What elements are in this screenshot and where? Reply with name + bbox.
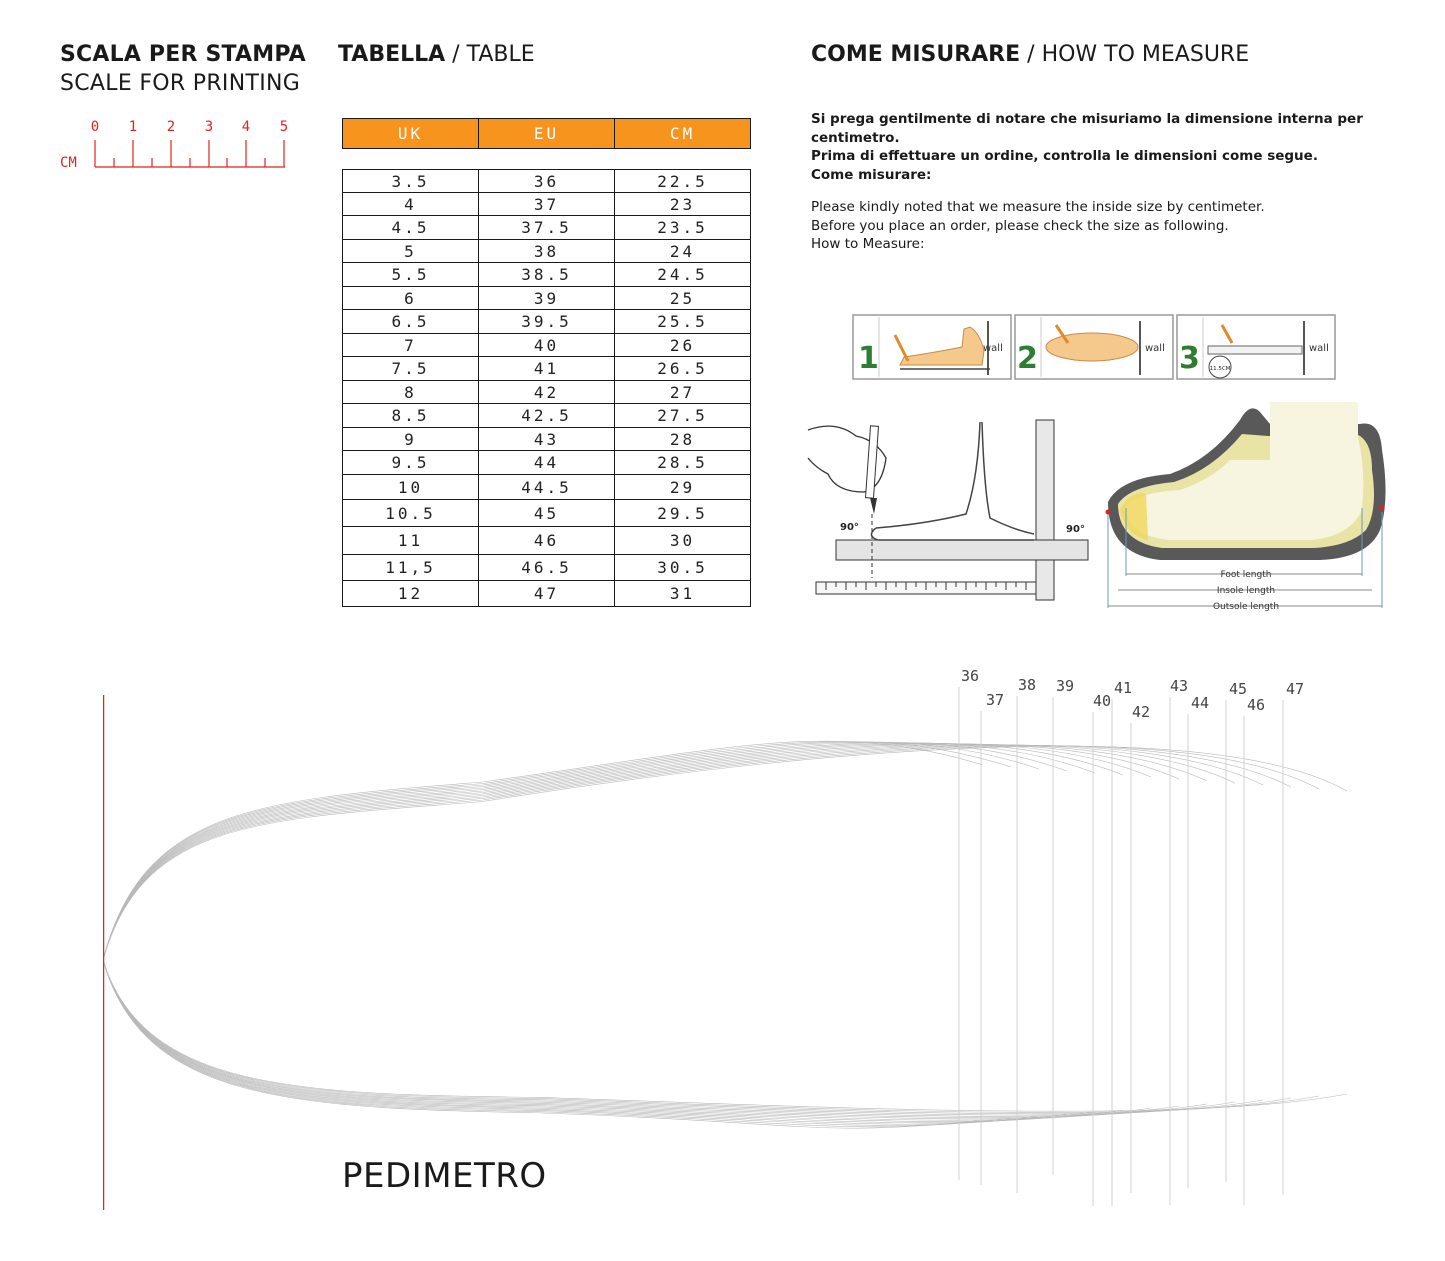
cell-cm: 29 [615, 475, 751, 500]
cell-eu: 38 [479, 240, 615, 263]
table-row [343, 555, 751, 581]
size-label-41: 41 [1113, 679, 1133, 697]
cell-uk: 6 [343, 287, 479, 310]
cell-uk: 5 [343, 240, 479, 263]
table-row [343, 287, 751, 310]
cell-uk: 4 [343, 193, 479, 216]
italian-instructions [811, 110, 1445, 184]
english-instructions [811, 198, 1265, 254]
measure-title: COME MISURARE / HOW TO MEASURE [811, 42, 1250, 67]
cell-eu: 39.5 [479, 310, 615, 334]
cell-eu: 37.5 [479, 216, 615, 240]
cell-uk: 3.5 [343, 170, 479, 193]
size-label-43: 43 [1169, 677, 1189, 695]
foot-outline-curve [103, 744, 1207, 1117]
cell-uk: 11 [343, 527, 479, 555]
size-table-header [342, 118, 751, 149]
size-label-44: 44 [1190, 694, 1210, 712]
instruction-line: Come misurare: [811, 166, 932, 183]
foot-outline-curve [103, 741, 983, 1128]
table-row [343, 475, 751, 500]
cell-uk: 9.5 [343, 451, 479, 475]
table-row [343, 451, 751, 475]
cell-uk: 5.5 [343, 263, 479, 287]
column-header-uk: UK [343, 119, 479, 149]
cell-uk: 6.5 [343, 310, 479, 334]
foot-outline-curve [103, 746, 1347, 1111]
ruler-tick-label: 1 [128, 119, 138, 135]
table-row [343, 216, 751, 240]
table-row [343, 170, 751, 193]
cell-eu: 37 [479, 193, 615, 216]
instruction-line: Before you place an order, please check the size as following. [811, 217, 1229, 234]
cell-cm: 27 [615, 381, 751, 404]
shoe-length-diagram [1100, 390, 1390, 612]
wall-label: wall [983, 343, 1003, 354]
cell-uk: 4.5 [343, 216, 479, 240]
cell-uk: 8.5 [343, 404, 479, 428]
size-label-45: 45 [1228, 680, 1248, 698]
size-label-47: 47 [1285, 680, 1305, 698]
scale-subtitle: SCALE FOR PRINTING [60, 71, 301, 96]
wall-label: wall [1309, 343, 1329, 354]
cell-cm: 30 [615, 527, 751, 555]
pedimetro-label: PEDIMETRO [342, 1156, 547, 1196]
cell-eu: 46 [479, 527, 615, 555]
table-row [343, 500, 751, 527]
pedimetro-foot-outline [103, 660, 1423, 1220]
step-3-panel [1177, 315, 1335, 379]
table-row [343, 193, 751, 216]
cell-eu: 46.5 [479, 555, 615, 581]
ruler-tick-label: 4 [241, 119, 251, 135]
cell-cm: 28.5 [615, 451, 751, 475]
cell-eu: 42.5 [479, 404, 615, 428]
cell-eu: 39 [479, 287, 615, 310]
table-row [343, 334, 751, 357]
size-table [342, 169, 751, 607]
cell-uk: 9 [343, 428, 479, 451]
cell-uk: 10.5 [343, 500, 479, 527]
foot-outline-curve [103, 743, 1123, 1121]
foot-outline-curve [103, 742, 1039, 1126]
table-row [343, 310, 751, 334]
size-label-36: 36 [960, 667, 980, 685]
foot-outline-curve [103, 743, 1151, 1120]
scale-title: SCALA PER STAMPA [60, 42, 306, 67]
cell-cm: 22.5 [615, 170, 751, 193]
cell-uk: 7.5 [343, 357, 479, 381]
instruction-line: Please kindly noted that we measure the inside size by centimeter. [811, 199, 1265, 215]
foot-outline-curve [103, 742, 1067, 1124]
table-row [343, 357, 751, 381]
cell-cm: 29.5 [615, 500, 751, 527]
cell-eu: 44 [479, 451, 615, 475]
side-measure-diagram [806, 418, 1101, 608]
angle-label: 90° [840, 522, 859, 533]
foot-outline-curve [103, 745, 1235, 1117]
size-label-40: 40 [1092, 692, 1112, 710]
cell-eu: 44.5 [479, 475, 615, 500]
printing-ruler [55, 110, 305, 180]
cell-cm: 28 [615, 428, 751, 451]
foot-outline-curve [103, 744, 1179, 1119]
cell-eu: 41 [479, 357, 615, 381]
measure-badge: 11.5CM [1209, 366, 1231, 372]
foot-outline-curve [103, 741, 1011, 1126]
table-row [343, 404, 751, 428]
cell-eu: 47 [479, 581, 615, 607]
cell-uk: 8 [343, 381, 479, 404]
step-number: 2 [1017, 341, 1038, 376]
measure-steps-illustration [852, 313, 1337, 383]
cell-cm: 25 [615, 287, 751, 310]
cell-eu: 42 [479, 381, 615, 404]
table-title: TABELLA / TABLE [338, 42, 535, 67]
cell-cm: 27.5 [615, 404, 751, 428]
length-label: Foot length [1220, 570, 1272, 580]
angle-label: 90° [1066, 524, 1085, 535]
table-row [343, 527, 751, 555]
foot-outline-curve [103, 745, 1291, 1113]
ruler-tick-label: 3 [204, 119, 214, 135]
size-label-38: 38 [1017, 676, 1037, 694]
cell-cm: 31 [615, 581, 751, 607]
cell-cm: 24 [615, 240, 751, 263]
cell-cm: 26 [615, 334, 751, 357]
foot-outline-curve [103, 745, 1263, 1115]
wall-label: wall [1145, 343, 1165, 354]
step-number: 3 [1179, 341, 1200, 376]
cell-uk: 11,5 [343, 555, 479, 581]
cell-cm: 25.5 [615, 310, 751, 334]
cell-eu: 43 [479, 428, 615, 451]
cell-uk: 7 [343, 334, 479, 357]
cell-cm: 23 [615, 193, 751, 216]
ruler-tick-label: 2 [166, 119, 176, 135]
instruction-line: Prima di effettuare un ordine, controlla le dimensioni come segue. [811, 148, 1318, 164]
foot-outline-curve [103, 746, 1319, 1113]
foot-outline-curve [103, 743, 1095, 1123]
cell-eu: 36 [479, 170, 615, 193]
cell-uk: 12 [343, 581, 479, 607]
size-label-46: 46 [1246, 696, 1266, 714]
step-number: 1 [858, 341, 879, 376]
length-label: Outsole length [1212, 602, 1280, 612]
size-label-39: 39 [1055, 677, 1075, 695]
length-label: Insole length [1216, 586, 1276, 596]
table-row [343, 381, 751, 404]
table-row [343, 581, 751, 607]
cell-eu: 40 [479, 334, 615, 357]
instruction-line: How to Measure: [811, 236, 925, 252]
cell-uk: 10 [343, 475, 479, 500]
cell-eu: 45 [479, 500, 615, 527]
size-label-37: 37 [985, 691, 1005, 709]
column-header-eu: EU [479, 119, 615, 149]
cell-eu: 38.5 [479, 263, 615, 287]
ruler-unit: CM [60, 155, 77, 171]
step-2-panel [1015, 315, 1173, 379]
table-row [343, 263, 751, 287]
table-row [343, 428, 751, 451]
cell-cm: 30.5 [615, 555, 751, 581]
column-header-cm: CM [615, 119, 751, 149]
size-label-42: 42 [1131, 703, 1151, 721]
step-1-panel [853, 315, 1011, 379]
cell-cm: 24.5 [615, 263, 751, 287]
table-row [343, 240, 751, 263]
ruler-tick-label: 0 [90, 119, 100, 135]
instruction-line: Si prega gentilmente di notare che misuriamo la dimensione interna per centimetro. [811, 111, 1363, 146]
cell-cm: 23.5 [615, 216, 751, 240]
cell-cm: 26.5 [615, 357, 751, 381]
ruler-tick-label: 5 [279, 119, 289, 135]
